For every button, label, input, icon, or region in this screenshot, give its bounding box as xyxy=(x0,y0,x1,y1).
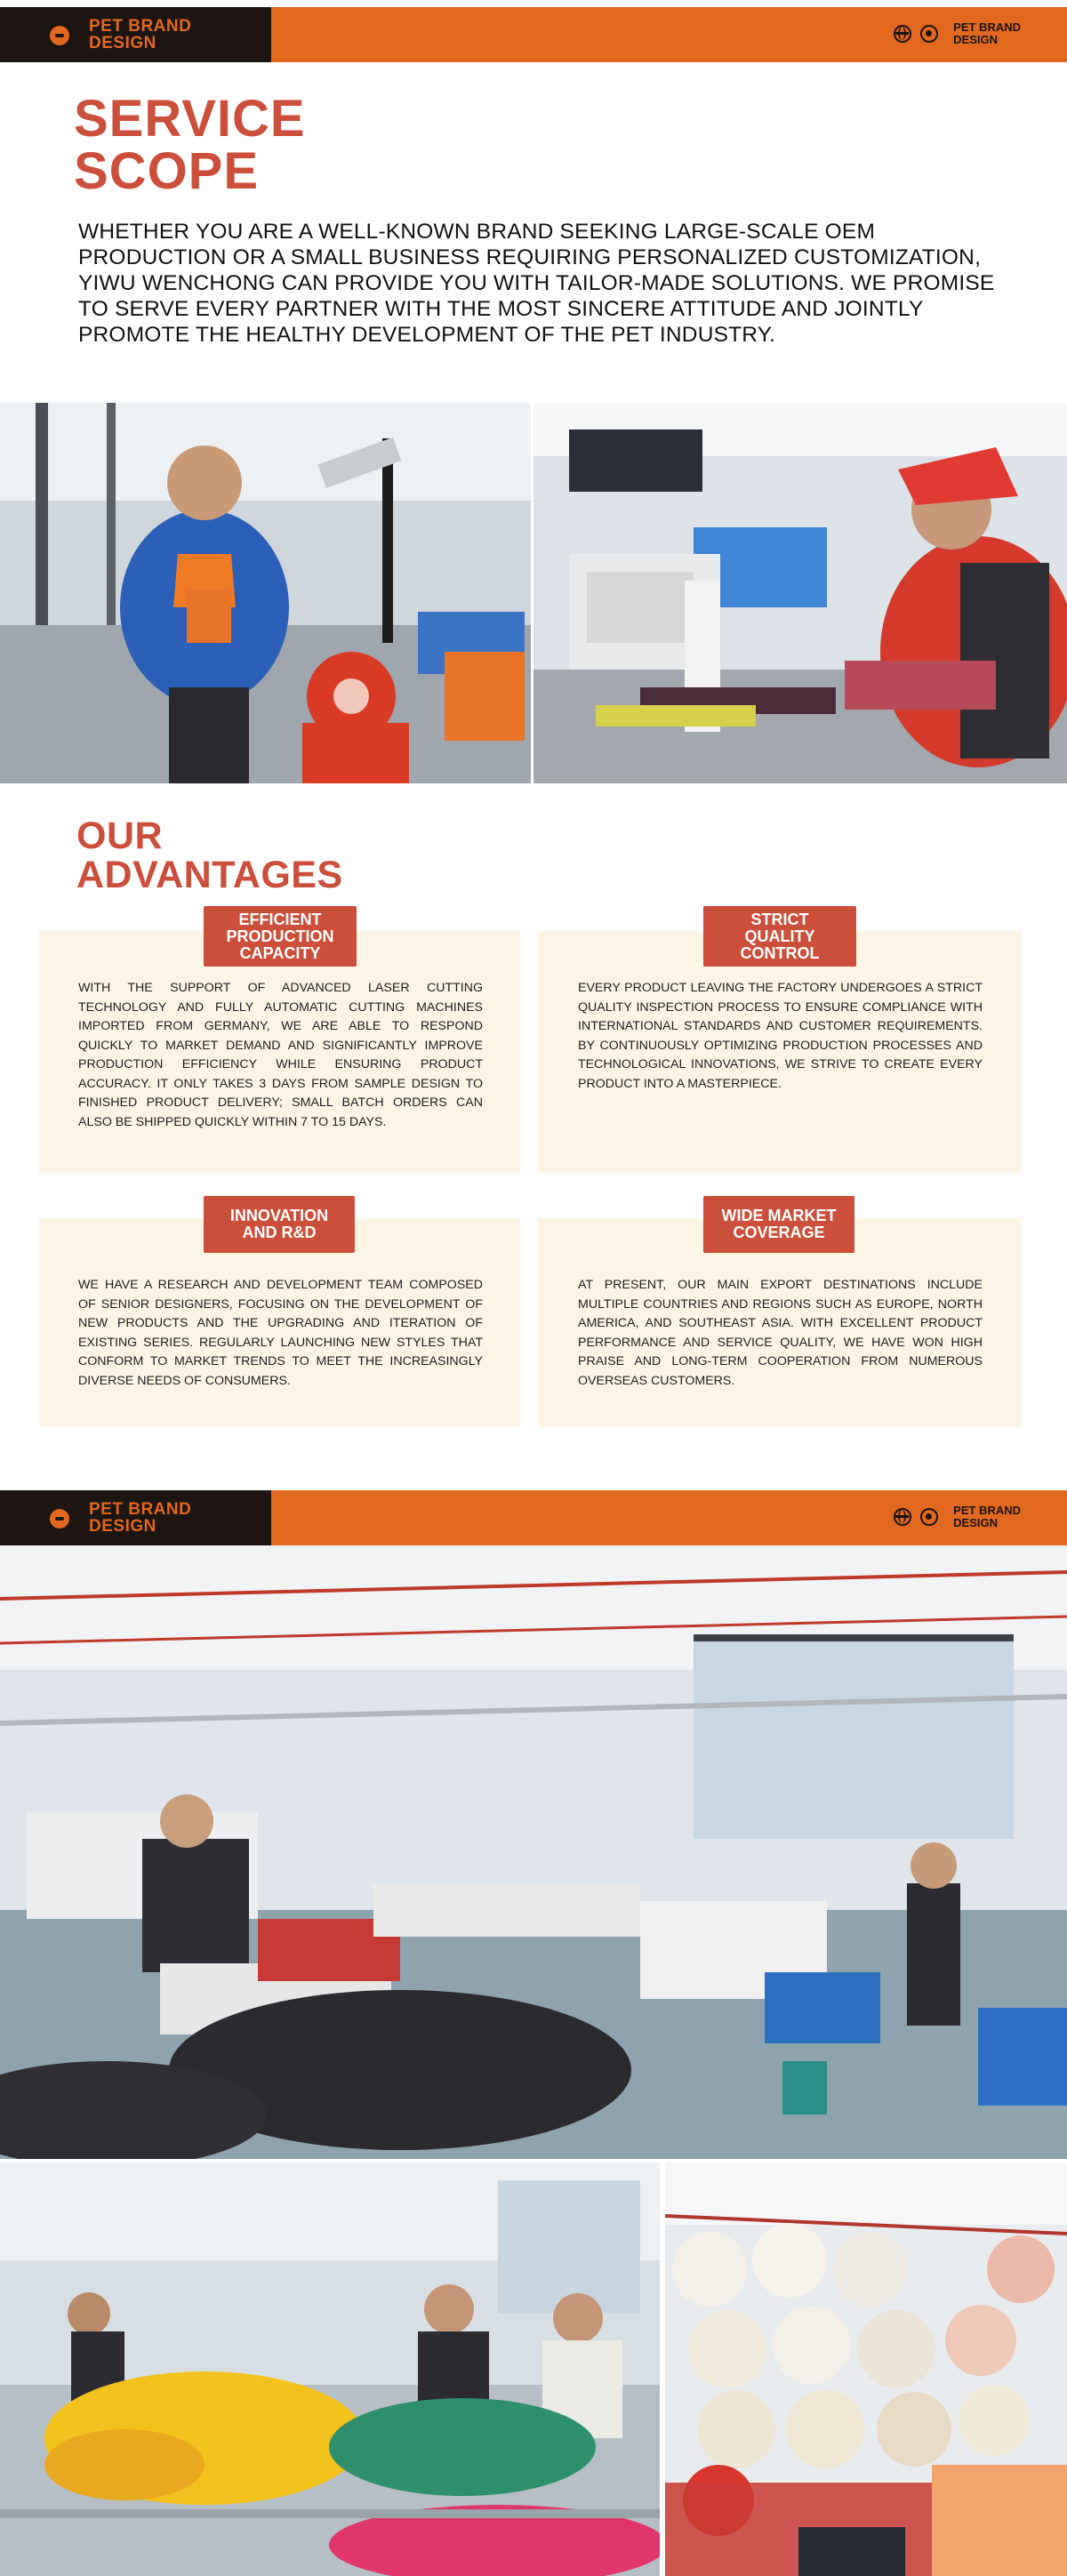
globe-icon xyxy=(894,1508,911,1526)
banner-right-brand xyxy=(953,1505,1021,1529)
banner-right-line1: PET BRAND xyxy=(953,20,1021,34)
photo-worker-laser-machine xyxy=(0,403,531,783)
advantage-text-quality: EVERY PRODUCT LEAVING THE FACTORY UNDERGOES A STRICT QUALITY INSPECTION PROCESS TO ENSURE COMPLIANCE WITH INTERNATIONAL STANDARDS AND CUSTOMER REQUIREMENTS. BY CONTINUOUSLY OPTIMIZING PRODUCTION PROCESSES AND TECHNOLOGICAL INNOVATIONS, WE STRIVE TO CREATE EVERY PRODUCT INTO A MASTERPIECE. xyxy=(578,981,983,1091)
label-line: EFFICIENT xyxy=(238,910,322,928)
label-line: CAPACITY xyxy=(239,943,321,962)
advantage-text-market: AT PRESENT, OUR MAIN EXPORT DESTINATIONS INCLUDE MULTIPLE COUNTRIES AND REGIONS SUCH AS EUROPE, NORTH AMERICA, AND SOUTHEAST ASIA. WITH EXCELLENT PRODUCT PERFORMANCE AND SERVICE QUALITY, WE HAVE WON HIGH PRAISE AND LONG-TERM COOPERATION FROM NUMEROUS OVERSEAS CUSTOMERS. xyxy=(578,1278,983,1388)
advantage-label-innovation xyxy=(204,1196,355,1253)
service-scope-title-line1: SERVICE xyxy=(74,90,306,148)
label-line: STRICT xyxy=(750,910,809,928)
brand-logo-icon xyxy=(50,26,69,45)
label-line: COVERAGE xyxy=(733,1224,825,1241)
advantage-text-production: WITH THE SUPPORT OF ADVANCED LASER CUTTING TECHNOLOGY AND FULLY AUTOMATIC CUTTING MACHINES IMPORTED FROM GERMANY, WE ARE ABLE TO RESPOND QUICKLY TO MARKET DEMAND AND SIGNIFICANTLY IMPROVE PRODUCTION EFFICIENCY WHILE ENSURING PRODUCT ACCURACY. IT ONLY TAKES 3 DAYS FROM SAMPLE DESIGN TO FINISHED PRODUCT DELIVERY; SMALL BATCH ORDERS CAN ALSO BE SHIPPED QUICKLY WITHIN 7 TO 15 DAYS. xyxy=(78,981,483,1129)
advantage-label-quality xyxy=(703,906,856,967)
brand-name xyxy=(89,1501,191,1535)
banner-orange-block xyxy=(271,7,1067,62)
banner-right-line2: DESIGN xyxy=(953,1516,998,1529)
advantage-label-production xyxy=(204,906,357,967)
brand-name-line1: PET BRAND xyxy=(89,1500,192,1519)
header-banner-secondary xyxy=(0,1490,1067,1545)
advantages-title xyxy=(76,816,343,895)
label-line: INNOVATION xyxy=(229,1207,329,1224)
header-banner xyxy=(0,7,1067,62)
banner-right-line1: PET BRAND xyxy=(953,1504,1021,1517)
banner-right-line2: DESIGN xyxy=(953,33,998,46)
label-line: PRODUCTION xyxy=(226,927,334,945)
swirl-logo-icon xyxy=(920,1508,938,1526)
label-line: WIDE MARKET xyxy=(721,1207,837,1224)
globe-icon xyxy=(894,25,911,43)
advantage-text-innovation: WE HAVE A RESEARCH AND DEVELOPMENT TEAM COMPOSED OF SENIOR DESIGNERS, FOCUSING ON THE DEVELOPMENT OF NEW PRODUCTS AND THE UPGRADING AND ITERATION OF EXISTING SERIES. REGULARLY LAUNCHING NEW STYLES THAT CONFORM TO MARKET TRENDS TO MEET THE INCREASINGLY DIVERSE NEEDS OF CONSUMERS. xyxy=(78,1278,483,1388)
brand-name xyxy=(89,18,191,52)
photo-fabric-rolls xyxy=(665,2163,1067,2576)
service-scope-title-line2: SCOPE xyxy=(74,142,260,200)
banner-icons xyxy=(894,1508,938,1528)
brand-logo-icon xyxy=(50,1509,69,1529)
banner-orange-block xyxy=(271,1490,1067,1545)
advantage-label-market xyxy=(703,1196,854,1253)
brand-name-line2: DESIGN xyxy=(89,34,156,52)
banner-right-brand xyxy=(953,21,1021,46)
photo-worker-sewing xyxy=(534,403,1067,783)
photo-workers-assembly xyxy=(0,2163,660,2576)
label-line: CONTROL xyxy=(740,943,820,962)
banner-icons xyxy=(894,25,938,44)
brand-name-line1: PET BRAND xyxy=(89,17,192,36)
label-line: QUALITY xyxy=(744,927,815,945)
advantages-title-line1: OUR xyxy=(76,815,164,857)
advantages-title-line2: ADVANTAGES xyxy=(76,854,343,896)
swirl-logo-icon xyxy=(920,25,938,43)
photo-factory-floor xyxy=(0,1545,1067,2159)
service-scope-title xyxy=(74,90,306,200)
label-line: AND R&D xyxy=(242,1224,317,1241)
service-scope-body: WHETHER YOU ARE A WELL-KNOWN BRAND SEEKING LARGE-SCALE OEM PRODUCTION OR A SMALL BUSINESS REQUIRING PERSONALIZED CUSTOMIZATION, YIWU WENCHONG CAN PROVIDE YOU WITH TAILOR-MADE SOLUTIONS. WE PROMISE TO SERVE EVERY PARTNER WITH THE MOST SINCERE ATTITUDE AND JOINTLY PROMOTE THE HEALTHY DEVELOPMENT OF THE PET INDUSTRY. xyxy=(78,220,995,347)
brand-name-line2: DESIGN xyxy=(89,1517,156,1536)
